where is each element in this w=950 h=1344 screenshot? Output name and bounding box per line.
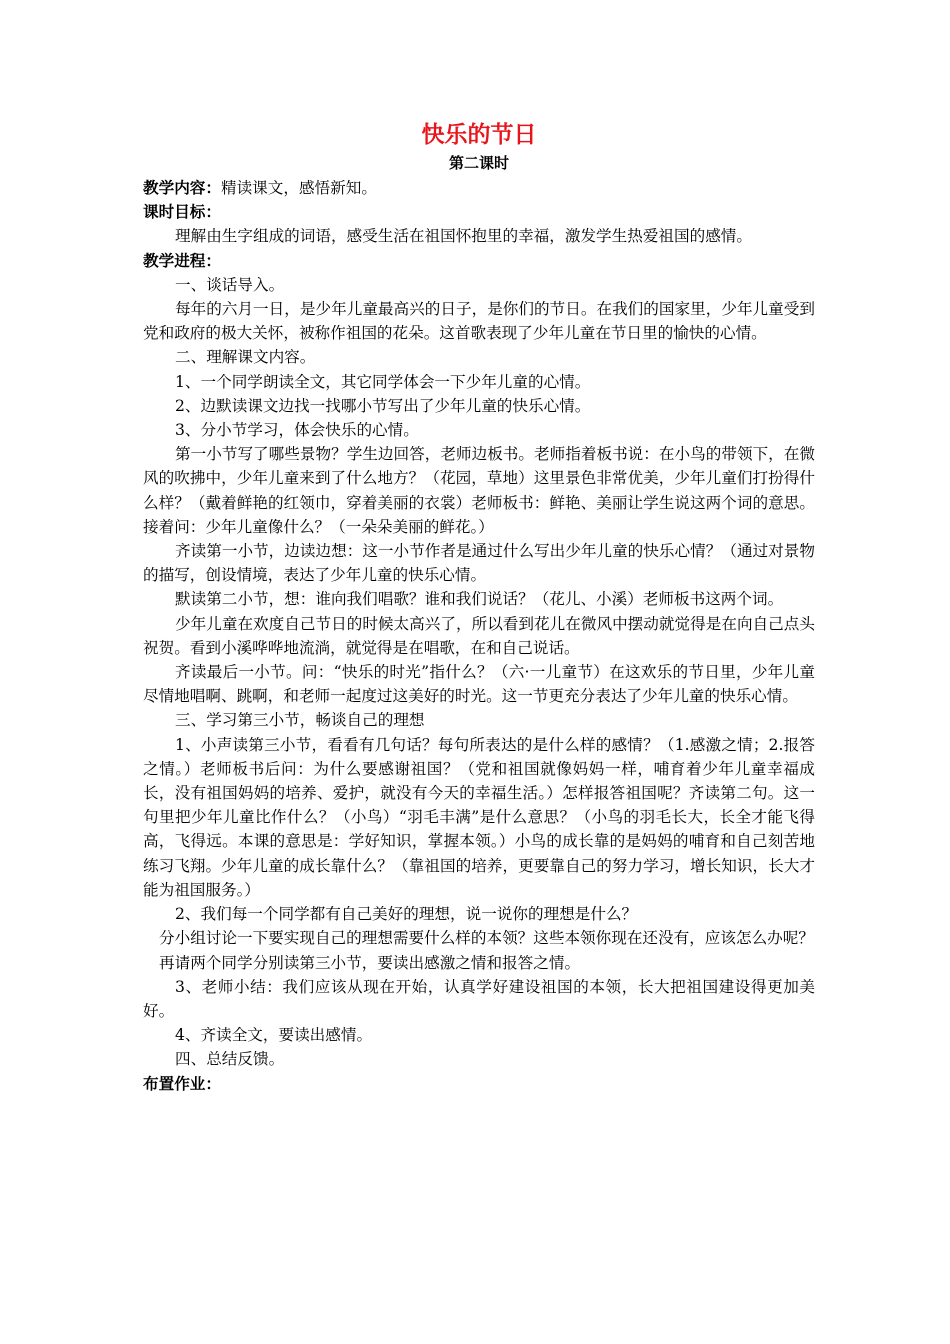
list-item: 3、分小节学习，体会快乐的心情。 bbox=[175, 421, 419, 440]
paragraph: 1、小声读第三小节，看看有几句话？每句所表达的是什么样的感情？（1.感激之情；2.报答之情。）老师板书后问：为什么要感谢祖国？（党和祖国就像妈妈一样，哺育着少年儿童幸福成长，没有祖国妈妈的培养、爱护，就没有今天的幸福生活。）怎样报答祖国呢？齐读第二句。这一句里把少年儿童比作什么？（小鸟）“羽毛丰满”是什么意思？（小鸟的羽毛长大，长全才能飞得高，飞得远。本课的意思是：学好知识，掌握本领。）小鸟的成长靠的是妈妈的哺育和自己刻苦地练习飞翔。少年儿童的成长靠什么？（靠祖国的培养，更要靠自己的努力学习，增长知识，长大才能为祖国服务。） bbox=[143, 735, 815, 899]
list-item: 2、我们每一个同学都有自己美好的理想，说一说你的理想是什么？ bbox=[175, 905, 638, 924]
document-page bbox=[143, 118, 815, 1096]
list-item: 3、老师小结：我们应该从现在开始，认真学好建设祖国的本领，长大把祖国建设得更加美好。 bbox=[143, 977, 815, 1020]
paragraph: 齐读最后一小节。问：“快乐的时光”指什么？（六·一儿童节）在这欢乐的节日里，少年儿童尽情地唱啊、跳啊，和老师一起度过这美好的时光。这一节更充分表达了少年儿童的快乐心情。 bbox=[143, 663, 815, 706]
list-item: 1、一个同学朗读全文，其它同学体会一下少年儿童的心情。 bbox=[175, 372, 591, 391]
content-label: 教学内容： bbox=[143, 179, 221, 197]
paragraph: 分小组讨论一下要实现自己的理想需要什么样的本领？这些本领你现在还没有，应该怎么办呢？ bbox=[159, 929, 814, 948]
doc-title: 快乐的节日 bbox=[421, 122, 537, 148]
section-heading-4: 四、总结反馈。 bbox=[175, 1050, 285, 1069]
section-heading-1: 一、谈话导入。 bbox=[175, 275, 285, 294]
section-heading-3: 三、学习第三小节，畅谈自己的理想 bbox=[175, 711, 425, 730]
process-label: 教学进程： bbox=[143, 251, 221, 270]
section-heading-2: 二、理解课文内容。 bbox=[175, 348, 316, 367]
content-line bbox=[143, 176, 815, 200]
paragraph: 第一小节写了哪些景物？学生边回答，老师边板书。老师指着板书说：在小鸟的带领下，在微风的吹拂中，少年儿童来到了什么地方？（花园，草地）这里景色非常优美，少年儿童们打扮得什么样？（戴着鲜艳的红领巾，穿着美丽的衣裳）老师板书：鲜艳、美丽让学生说这两个词的意思。接着问：少年儿童像什么？（一朵朵美丽的鲜花。） bbox=[143, 445, 815, 536]
paragraph: 再请两个同学分别读第三小节，要读出感激之情和报答之情。 bbox=[159, 953, 581, 972]
list-item: 2、边默读课文边找一找哪小节写出了少年儿童的快乐心情。 bbox=[175, 396, 591, 415]
paragraph: 少年儿童在欢度自己节日的时候太高兴了，所以看到花儿在微风中摆动就觉得是在向自己点头祝贺。看到小溪哗哗地流淌，就觉得是在唱歌，在和自己说话。 bbox=[143, 614, 815, 657]
doc-subtitle: 第二课时 bbox=[448, 154, 509, 172]
content-text: 精读课文，感悟新知。 bbox=[220, 179, 377, 197]
homework-label: 布置作业： bbox=[143, 1074, 221, 1093]
paragraph: 齐读第一小节，边读边想：这一小节作者是通过什么写出少年儿童的快乐心情？（通过对景物的描写，创设情境，表达了少年儿童的快乐心情。 bbox=[143, 542, 815, 585]
goal-text: 理解由生字组成的词语，感受生活在祖国怀抱里的幸福，激发学生热爱祖国的感情。 bbox=[175, 227, 752, 246]
paragraph: 每年的六月一日，是少年儿童最高兴的日子，是你们的节日。在我们的国家里，少年儿童受到党和政府的极大关怀，被称作祖国的花朵。这首歌表现了少年儿童在节日里的愉快的心情。 bbox=[143, 300, 815, 343]
list-item: 4、齐读全文，要读出感情。 bbox=[175, 1026, 373, 1045]
paragraph: 默读第二小节，想：谁向我们唱歌？谁和我们说话？（花儿、小溪）老师板书这两个词。 bbox=[175, 590, 784, 609]
goal-label: 课时目标： bbox=[143, 203, 221, 222]
